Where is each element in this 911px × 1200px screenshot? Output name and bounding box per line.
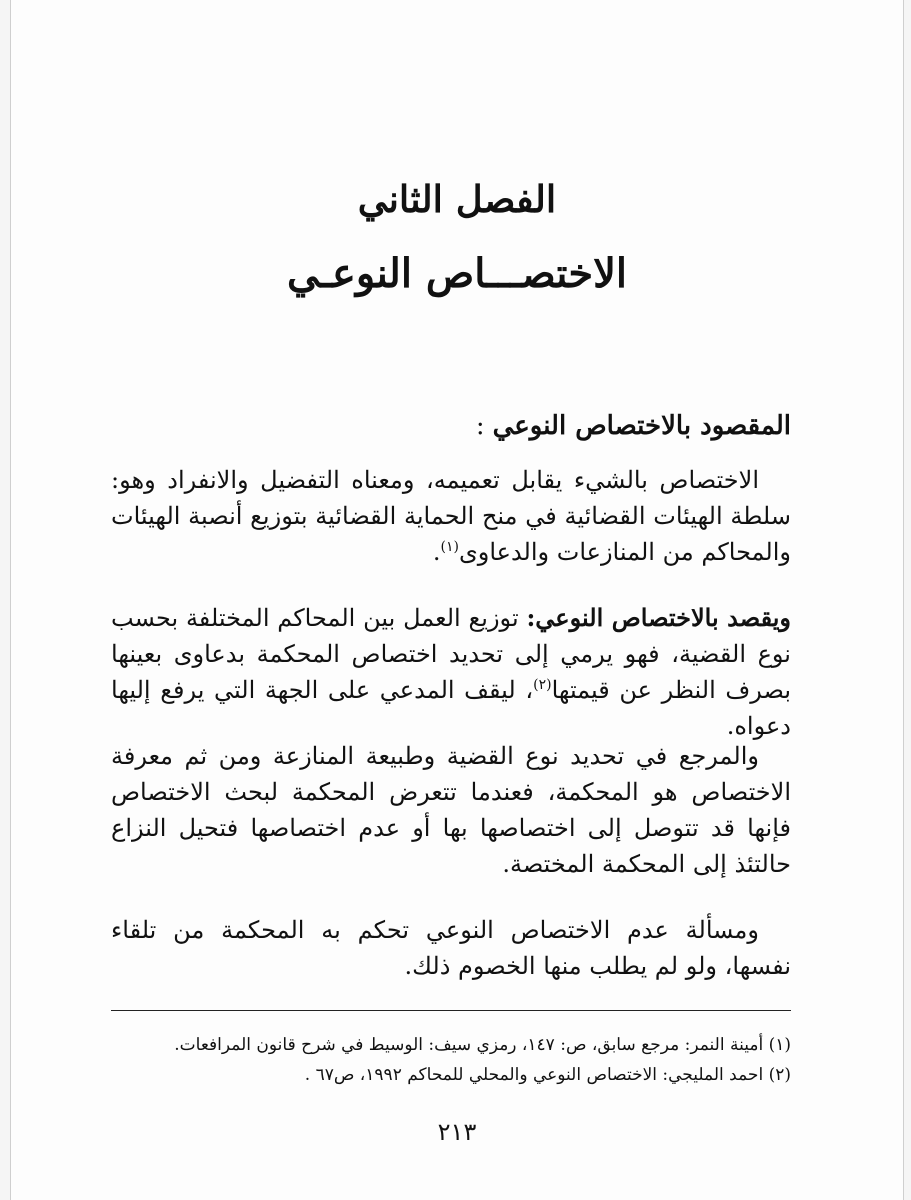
footnote-2-text: احمد المليجي: الاختصاص النوعي والمحلي للمحاكم ١٩٩٢، ص٦٧ . (304, 1065, 764, 1085)
section-heading-text: المقصود بالاختصاص النوعي (492, 411, 791, 441)
paragraph-1-end: . (432, 538, 441, 566)
paragraph-4: ومسألة عدم الاختصاص النوعي تحكم به المحكمة من تلقاء نفسها، ولو لم يطلب منها الخصوم ذلك. (111, 916, 791, 980)
footnote-1 (101, 1032, 791, 1058)
chapter-subtitle: الاختصـــاص النوعـي (287, 250, 627, 297)
paragraph-1-text: الاختصاص بالشيء يقابل تعميمه، ومعناه التفضيل والانفراد وهو: سلطة الهيئات القضائية في منح الحماية القضائية بتوزيع أنصبة الهيئات والمحاكم من المنازعات والدعاوى (111, 466, 791, 566)
footnote-1-marker: (١) (768, 1035, 791, 1055)
section-heading-colon: : (475, 411, 485, 441)
section-heading (111, 408, 791, 444)
footnote-2-marker: (٢) (768, 1065, 791, 1085)
paragraph-1 (111, 462, 791, 570)
footnote-1-text: أمينة النمر: مرجع سابق، ص: ١٤٧، رمزي سيف: الوسيط في شرح قانون المرافعات. (174, 1035, 764, 1055)
paragraph-3: والمرجع في تحديد نوع القضية وطبيعة المنازعة ومن ثم معرفة الاختصاص هو المحكمة، فعندما تتعرض المحكمة لبحث الاختصاص فإنها قد تتوصل إلى اختصاصها بها أو عدم اختصاصها فتحيل النزاع حالتئذ إلى المحكمة المختصة. (111, 742, 791, 878)
footnote-2 (101, 1062, 791, 1088)
footnote-divider (111, 1010, 791, 1011)
footnote-ref-1: (١) (440, 539, 459, 555)
paragraph-2-end: ، ليقف المدعي على الجهة التي يرفع إليها دعواه. (111, 676, 791, 740)
paragraph-2-lead: ويقصد بالاختصاص النوعي: (526, 603, 791, 632)
chapter-title: الفصل الثاني (357, 177, 557, 221)
footnote-ref-2: (٢) (533, 677, 552, 693)
paragraph-2 (111, 600, 791, 744)
page-number: ٢١٣ (437, 1118, 477, 1146)
book-page (10, 0, 904, 1200)
paragraph-2-text: توزيع العمل بين المحاكم المختلفة بحسب نوع القضية، فهو يرمي إلى تحديد اختصاص المحكمة بدعاوى بعينها بصرف النظر عن قيمتها (111, 604, 791, 704)
